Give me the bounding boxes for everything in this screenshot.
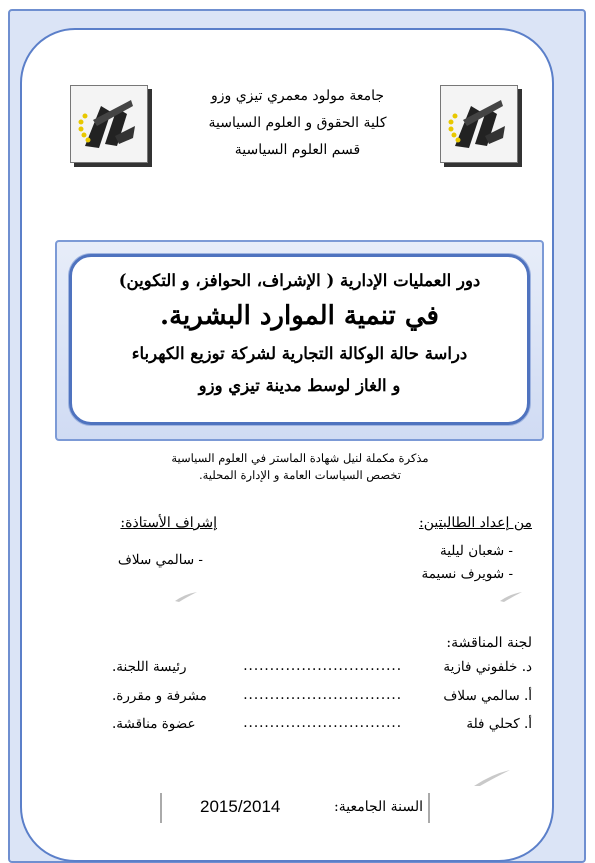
students-heading: من إعداد الطالبتين: bbox=[419, 515, 532, 531]
student-name: - شعبان ليلية bbox=[439, 543, 513, 559]
committee-member-role: رئيسة اللجنة. bbox=[112, 659, 187, 675]
committee-member-row bbox=[112, 659, 532, 679]
thesis-note-line-1: مذكرة مكملة لنيل شهادة الماستر في العلوم السياسية bbox=[171, 451, 429, 465]
committee-member-name: د. خلفوني فازية bbox=[443, 659, 532, 675]
university-name: جامعة مولود معمري تيزي وزو bbox=[210, 88, 385, 104]
title-panel bbox=[69, 254, 530, 425]
committee-member-role: عضوة مناقشة. bbox=[112, 716, 196, 732]
decorative-swoosh-icon bbox=[175, 592, 197, 602]
department-name: قسم العلوم السياسية bbox=[234, 142, 361, 158]
university-logo-right bbox=[440, 85, 518, 163]
year-bracket-left bbox=[160, 793, 162, 823]
committee-member-dots: .............................. bbox=[243, 687, 402, 703]
supervisor-heading: إشراف الأستاذة: bbox=[120, 515, 217, 531]
university-logo-left bbox=[70, 85, 148, 163]
year-bracket-right bbox=[428, 793, 430, 823]
student-name: - شويرف نسيمة bbox=[421, 566, 513, 582]
title-frame bbox=[55, 240, 544, 441]
supervisor-name: - سالمي سلاف bbox=[117, 552, 203, 568]
faculty-name: كلية الحقوق و العلوم السياسية bbox=[208, 115, 387, 131]
committee-heading: لجنة المناقشة: bbox=[446, 635, 532, 651]
thesis-note-line-2: تخصص السياسات العامة و الإدارة المحلية. bbox=[198, 468, 401, 482]
title-line-3: دراسة حالة الوكالة التجارية لشركة توزيع الكهرباء bbox=[131, 344, 468, 363]
committee-member-row bbox=[112, 716, 532, 736]
committee-member-name: أ. كحلي فلة bbox=[466, 716, 532, 732]
committee-member-dots: .............................. bbox=[243, 715, 402, 731]
university-emblem-icon bbox=[441, 86, 517, 162]
academic-year-label: السنة الجامعية: bbox=[334, 799, 423, 815]
committee-member-row bbox=[112, 688, 532, 708]
title-line-4: و الغاز لوسط مدينة تيزي وزو bbox=[198, 376, 401, 395]
title-line-1: دور العمليات الإدارية ( الإشراف، الحوافز، و التكوين) bbox=[118, 271, 481, 290]
committee-member-name: أ. سالمي سلاف bbox=[443, 688, 532, 704]
decorative-swoosh-icon bbox=[474, 770, 510, 786]
university-emblem-icon bbox=[71, 86, 147, 162]
committee-member-dots: .............................. bbox=[243, 658, 402, 674]
committee-member-role: مشرفة و مقررة. bbox=[112, 688, 207, 704]
academic-year-value: 2015/2014 bbox=[200, 797, 281, 816]
decorative-swoosh-icon bbox=[500, 592, 522, 602]
title-line-2: في تنمية الموارد البشرية. bbox=[160, 301, 439, 331]
